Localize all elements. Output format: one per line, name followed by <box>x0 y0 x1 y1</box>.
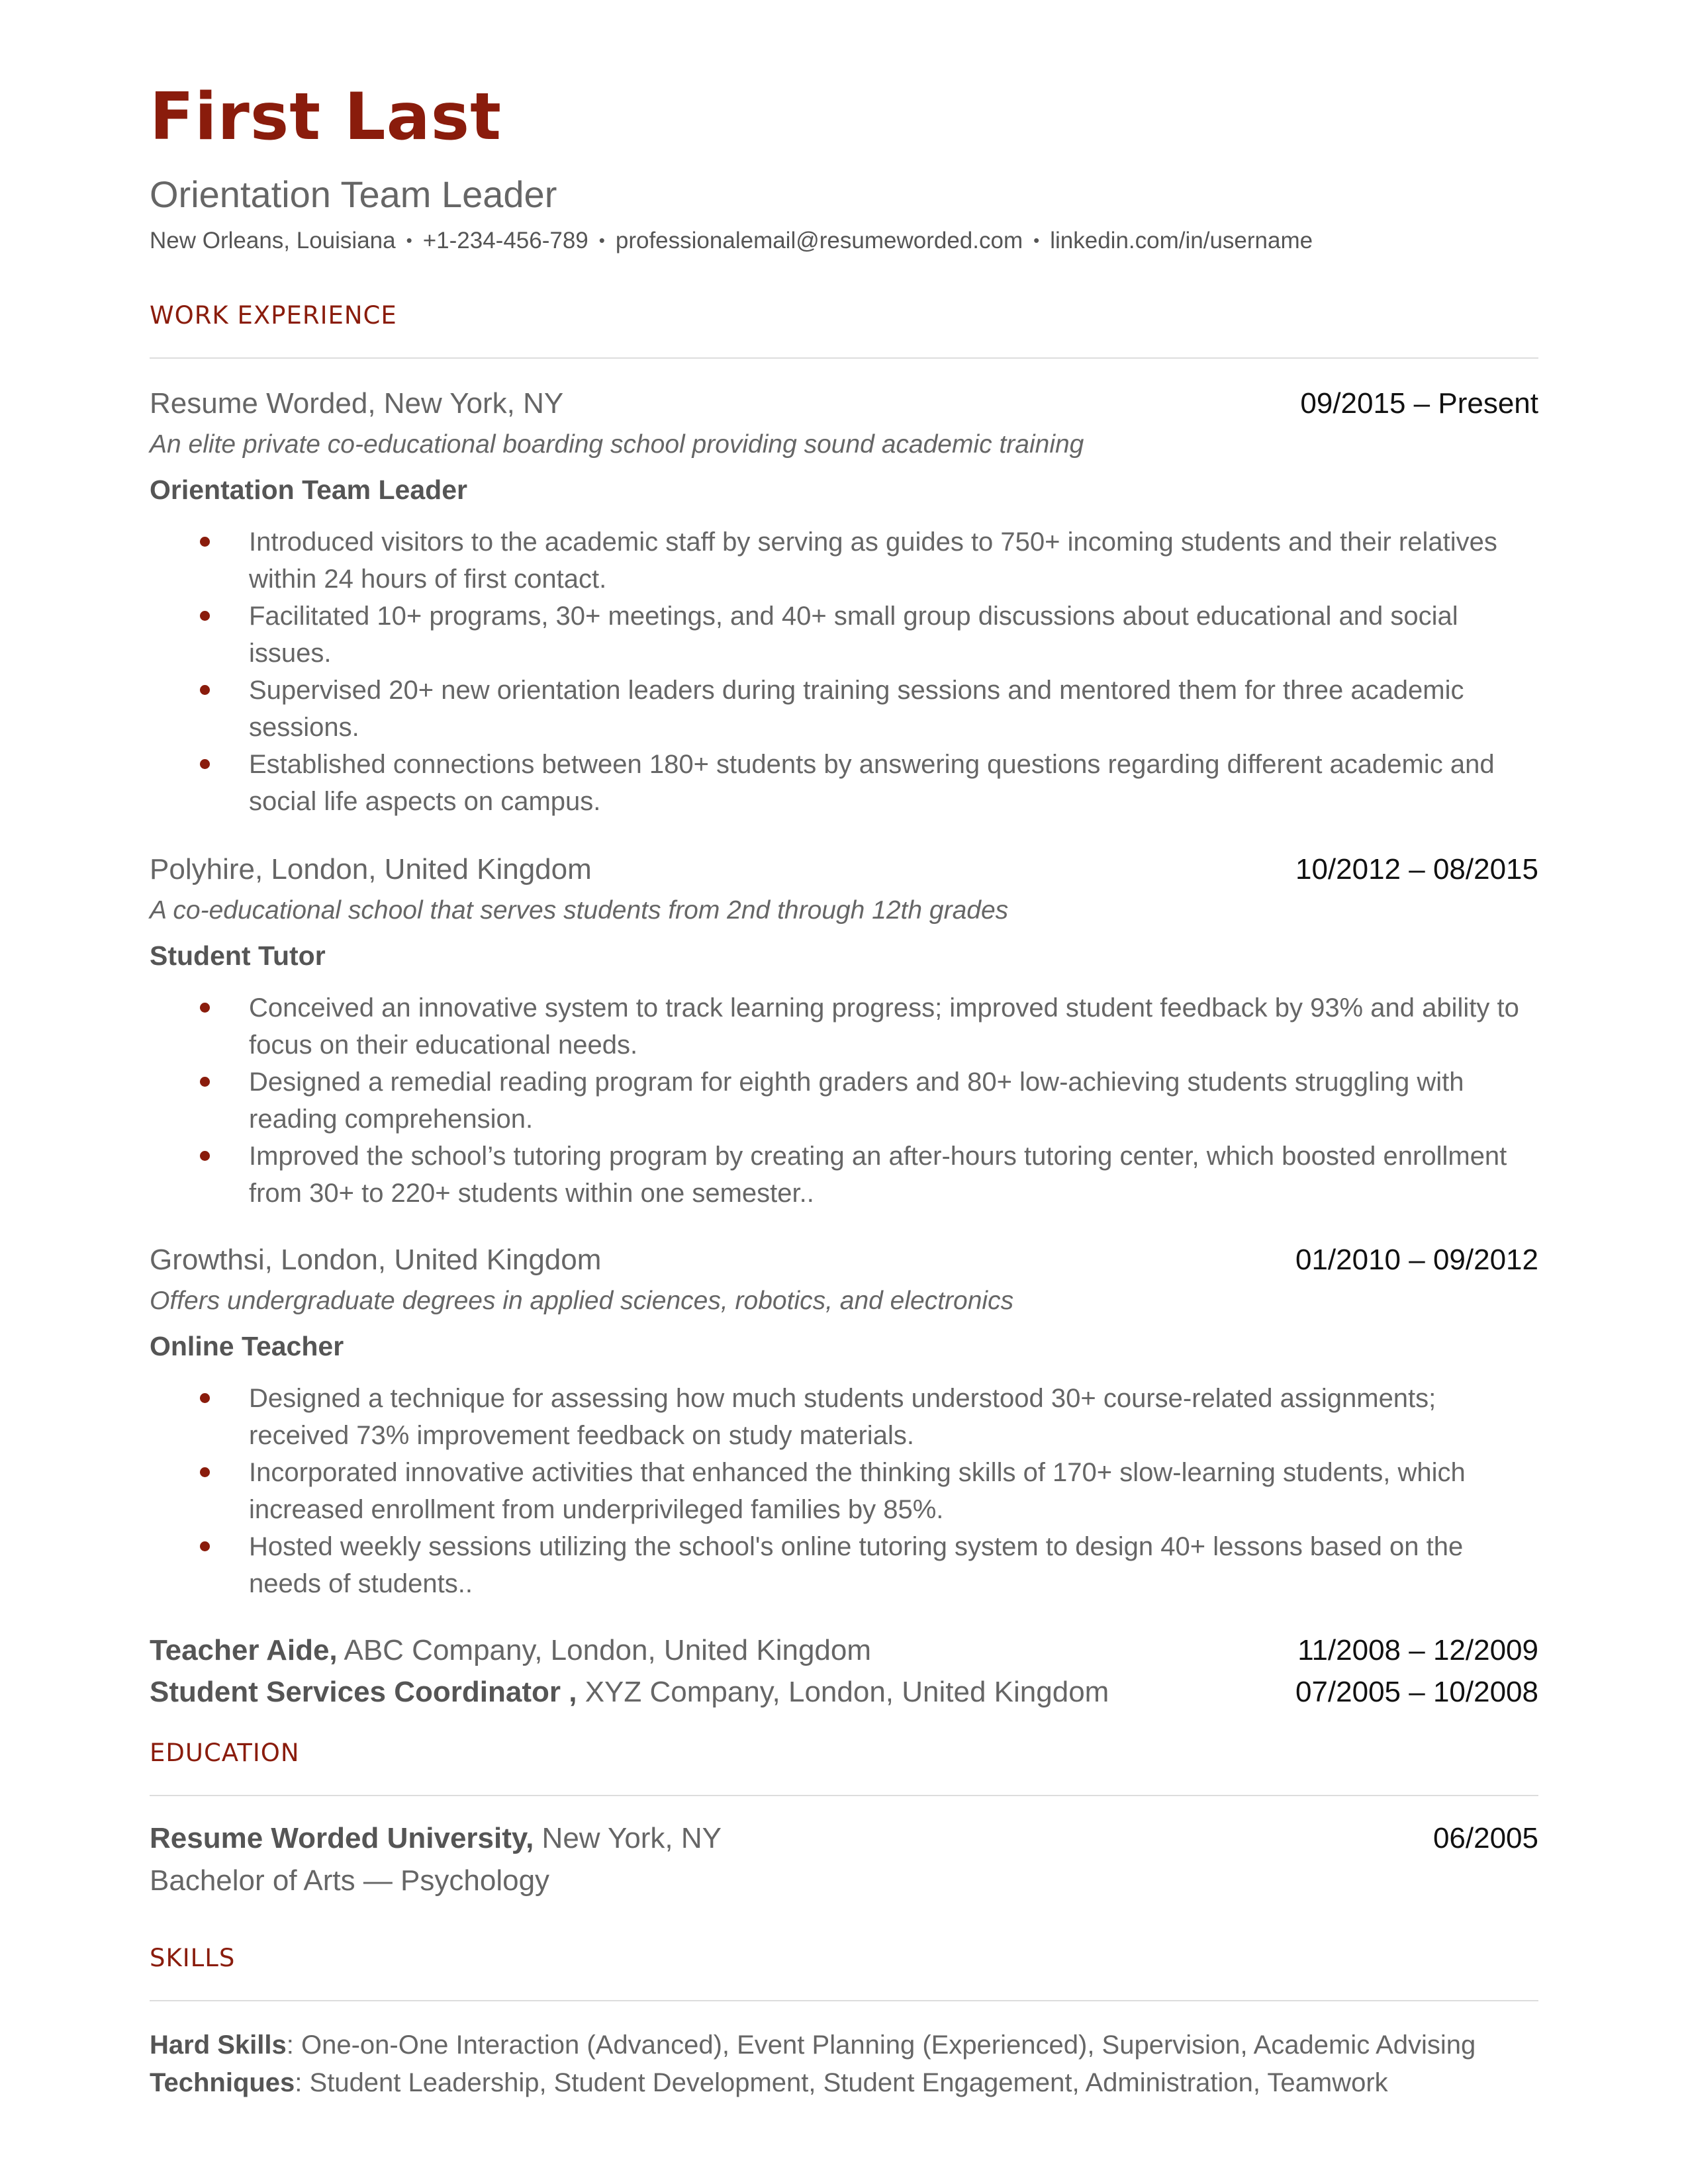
education-school <box>150 1824 722 1853</box>
job-dates: 01/2010 – 09/2012 <box>1295 1244 1538 1276</box>
bullet-item <box>150 1454 1538 1528</box>
other-role-company: XYZ Company, London, United Kingdom <box>577 1676 1109 1708</box>
bullet-text: Incorporated innovative activities that enhanced the thinking skills of 170+ slow-learning students, which increased enrollment from underprivileged families by 85%. <box>249 1458 1466 1524</box>
job-description: Offers undergraduate degrees in applied sciences, robotics, and electronics <box>150 1287 1014 1315</box>
contact-separator: • <box>1033 230 1040 250</box>
contact-line <box>150 229 1313 252</box>
education-degree: Bachelor of Arts — Psychology <box>150 1864 550 1897</box>
candidate-name: First Last <box>150 79 502 155</box>
section-divider <box>150 2000 1538 2001</box>
contact-separator: • <box>598 230 605 250</box>
bullet-dot-icon <box>200 1393 210 1403</box>
other-role-dates: 07/2005 – 10/2008 <box>1295 1676 1538 1708</box>
bullet-text: Hosted weekly sessions utilizing the school's online tutoring system to design 40+ lessons based on the needs of students.. <box>249 1532 1464 1598</box>
bullet-item <box>150 523 1538 598</box>
bullet-dot-icon <box>200 1151 210 1161</box>
section-heading-skills: SKILLS <box>150 1944 236 1972</box>
job-company: Polyhire, London, United Kingdom <box>150 853 592 886</box>
education-location: New York, NY <box>534 1822 722 1854</box>
bullet-item <box>150 1380 1538 1454</box>
bullet-text: Designed a remedial reading program for eighth graders and 80+ low-achieving students struggling with reading comprehension. <box>249 1068 1464 1134</box>
job-description: A co-educational school that serves students from 2nd through 12th grades <box>150 896 1009 925</box>
bullet-text: Improved the school’s tutoring program by creating an after-hours tutoring center, which boosted enrollment from 30+ to 220+ students within one semester.. <box>249 1142 1507 1208</box>
other-role <box>150 1636 871 1665</box>
job-company: Resume Worded, New York, NY <box>150 387 564 420</box>
bullet-item <box>150 672 1538 746</box>
skills-techniques-values: : Student Leadership, Student Development, Student Engagement, Administration, Teamwork <box>295 2068 1388 2097</box>
job-header <box>150 855 1538 895</box>
other-role <box>150 1678 1109 1707</box>
education-school-name: Resume Worded University, <box>150 1822 534 1854</box>
other-role-dates: 11/2008 – 12/2009 <box>1297 1634 1538 1666</box>
job-bullets <box>150 989 1538 1212</box>
section-heading-work-experience: WORK EXPERIENCE <box>150 301 397 330</box>
bullet-item <box>150 1528 1538 1602</box>
bullet-dot-icon <box>200 1541 210 1551</box>
bullet-text: Facilitated 10+ programs, 30+ meetings, and 40+ small group discussions about educational and social issues. <box>249 602 1458 668</box>
bullet-text: Conceived an innovative system to track learning progress; improved student feedback by 93% and ability to focus on their educational needs. <box>249 993 1519 1060</box>
contact-linkedin[interactable]: linkedin.com/in/username <box>1050 228 1313 253</box>
contact-separator: • <box>406 230 412 250</box>
job-bullets <box>150 523 1538 820</box>
job-dates: 09/2015 – Present <box>1300 387 1538 420</box>
skills-hard-label: Hard Skills <box>150 2030 287 2060</box>
bullet-text: Designed a technique for assessing how much students understood 30+ course-related assignments; received 73% improvement feedback on study materials. <box>249 1384 1436 1450</box>
other-role-company: ABC Company, London, United Kingdom <box>337 1634 872 1666</box>
job-dates: 10/2012 – 08/2015 <box>1295 853 1538 886</box>
bullet-item <box>150 989 1538 1064</box>
job-role: Online Teacher <box>150 1331 344 1361</box>
job-header <box>150 389 1538 429</box>
job-description: An elite private co-educational boarding school providing sound academic training <box>150 430 1084 459</box>
section-divider <box>150 357 1538 359</box>
skills-techniques <box>150 2070 1388 2096</box>
contact-location: New Orleans, Louisiana <box>150 228 396 253</box>
bullet-dot-icon <box>200 685 210 695</box>
contact-phone: +1-234-456-789 <box>422 228 588 253</box>
bullet-item <box>150 746 1538 820</box>
bullet-item <box>150 1138 1538 1212</box>
bullet-dot-icon <box>200 611 210 621</box>
job-bullets <box>150 1380 1538 1602</box>
other-role-row <box>150 1678 1538 1717</box>
education-header <box>150 1824 1538 1864</box>
contact-email[interactable]: professionalemail@resumeworded.com <box>615 228 1023 253</box>
bullet-text: Supervised 20+ new orientation leaders during training sessions and mentored them for three academic sessions. <box>249 676 1464 742</box>
section-divider <box>150 1795 1538 1796</box>
job-header <box>150 1246 1538 1285</box>
skills-techniques-label: Techniques <box>150 2068 295 2097</box>
bullet-text: Introduced visitors to the academic staff by serving as guides to 750+ incoming students and their relatives within 24 hours of first contact. <box>249 527 1497 594</box>
bullet-dot-icon <box>200 1003 210 1013</box>
job-role: Student Tutor <box>150 940 326 971</box>
other-role-title: Student Services Coordinator , <box>150 1676 577 1708</box>
resume-page <box>150 0 1538 2184</box>
other-role-title: Teacher Aide, <box>150 1634 338 1666</box>
section-heading-education: EDUCATION <box>150 1739 300 1767</box>
candidate-title: Orientation Team Leader <box>150 173 557 215</box>
bullet-item <box>150 598 1538 672</box>
skills-hard-values: : One-on-One Interaction (Advanced), Event Planning (Experienced), Supervision, Academic Advising <box>286 2030 1476 2060</box>
bullet-dot-icon <box>200 537 210 547</box>
bullet-dot-icon <box>200 759 210 769</box>
bullet-dot-icon <box>200 1467 210 1477</box>
education-date: 06/2005 <box>1432 1822 1538 1854</box>
bullet-text: Established connections between 180+ students by answering questions regarding different academic and social life aspects on campus. <box>249 750 1495 816</box>
bullet-item <box>150 1064 1538 1138</box>
job-role: Orientation Team Leader <box>150 475 467 505</box>
job-company: Growthsi, London, United Kingdom <box>150 1244 602 1276</box>
bullet-dot-icon <box>200 1077 210 1087</box>
skills-hard <box>150 2032 1476 2058</box>
other-role-row <box>150 1636 1538 1676</box>
